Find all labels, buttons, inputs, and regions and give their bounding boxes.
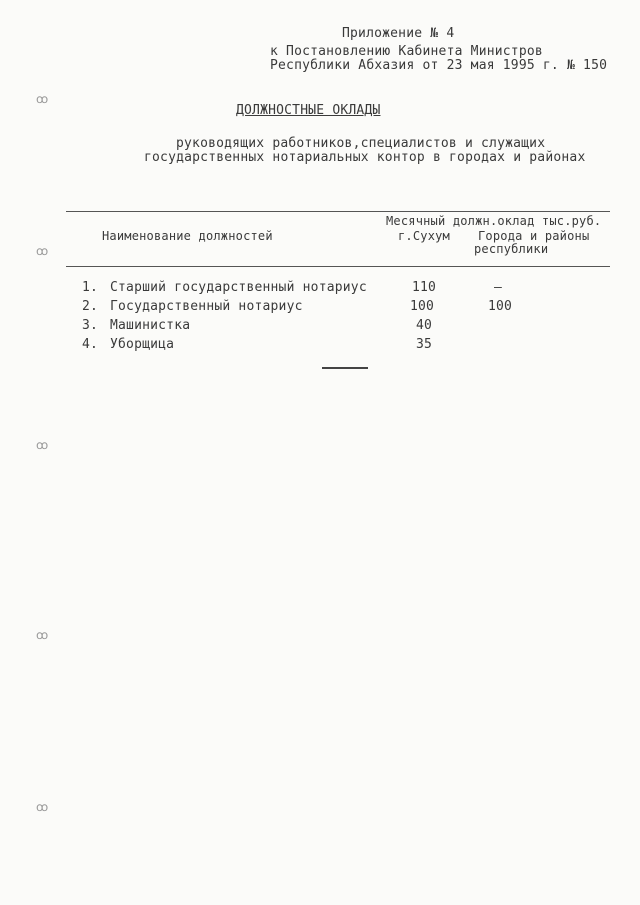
column-header-position: Наименование должностей xyxy=(102,229,273,243)
decree-line-1: к Постановлению Кабинета Министров xyxy=(270,44,543,59)
hole-mark: ꝏ xyxy=(36,438,49,452)
table-header-rule xyxy=(66,266,610,267)
row-position: Уборщица xyxy=(110,337,175,352)
column-header-salary: Месячный должн.оклад тыс.руб. xyxy=(386,214,602,228)
row-city-salary: 40 xyxy=(416,318,433,333)
end-mark xyxy=(322,367,368,369)
document-title: ДОЛЖНОСТНЫЕ ОКЛАДЫ xyxy=(236,103,381,118)
column-header-regions-line-1: Города и районы xyxy=(478,229,590,243)
hole-mark: ꝏ xyxy=(36,244,49,258)
row-position: Государственный нотариус xyxy=(110,299,303,314)
hole-mark: ꝏ xyxy=(36,92,49,106)
row-city-salary: 110 xyxy=(412,280,437,295)
row-city-salary: 100 xyxy=(410,299,435,314)
hole-mark: ꝏ xyxy=(36,800,49,814)
hole-mark: ꝏ xyxy=(36,628,49,642)
row-number: 2. xyxy=(82,299,99,314)
row-regions-salary: 100 xyxy=(488,299,513,314)
row-number: 4. xyxy=(82,337,99,352)
subtitle-line-1: руководящих работников,специалистов и служащих xyxy=(176,136,546,151)
column-header-city: г.Сухум xyxy=(398,229,450,243)
appendix-label: Приложение № 4 xyxy=(342,26,455,41)
column-header-regions-line-2: республики xyxy=(474,242,549,256)
row-position: Старший государственный нотариус xyxy=(110,280,367,295)
row-number: 3. xyxy=(82,318,99,333)
row-city-salary: 35 xyxy=(416,337,433,352)
row-number: 1. xyxy=(82,280,99,295)
decree-line-2: Республики Абхазия от 23 мая 1995 г. № 150 xyxy=(270,58,608,73)
row-position: Машинистка xyxy=(110,318,191,333)
subtitle-line-2: государственных нотариальных контор в городах и районах xyxy=(144,150,586,165)
row-regions-salary: – xyxy=(494,280,503,295)
table-top-rule xyxy=(66,211,610,212)
